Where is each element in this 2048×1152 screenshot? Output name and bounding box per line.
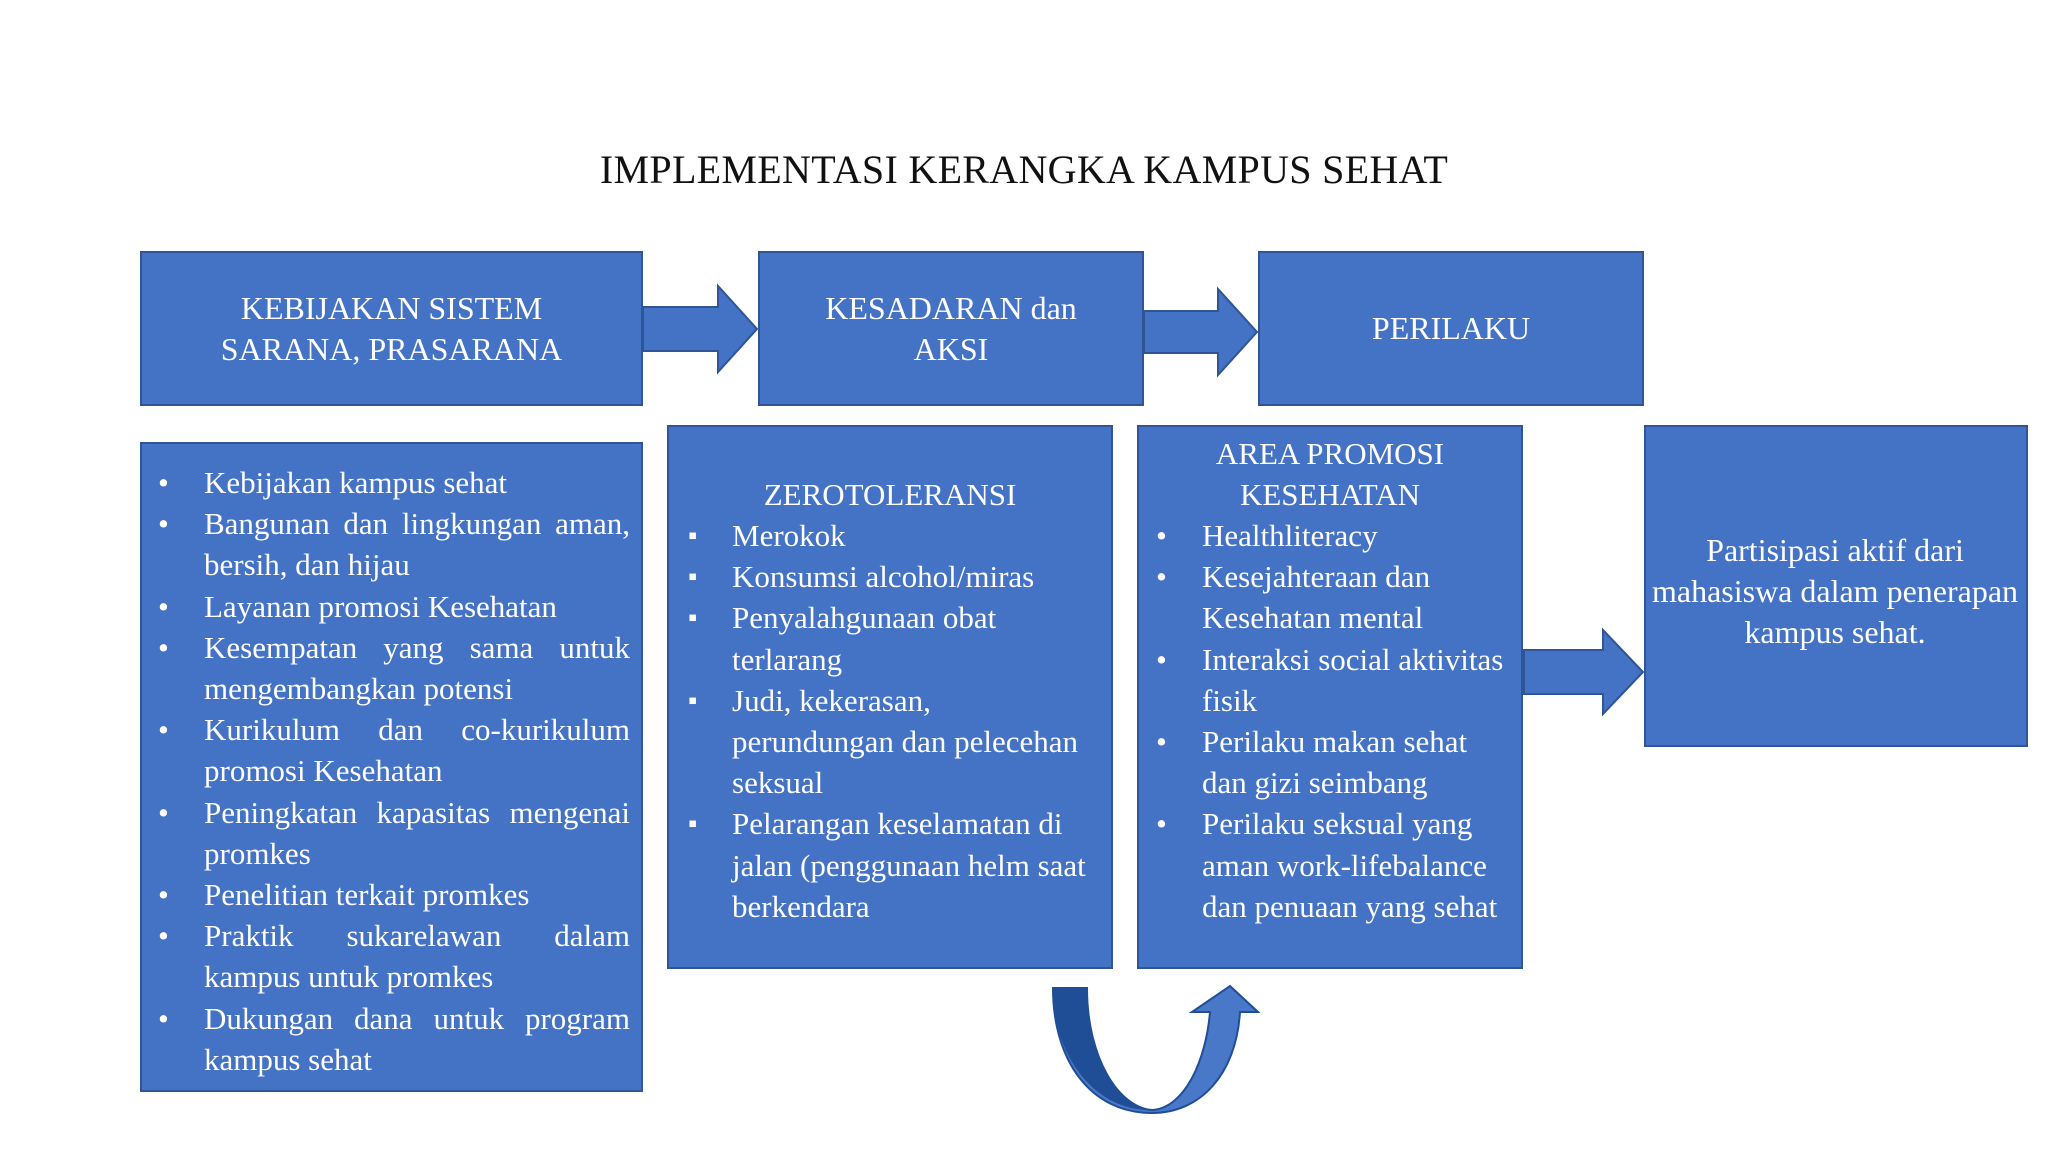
list-item: ▪ Konsumsi alcohol/miras (680, 556, 1100, 597)
list-item: • Healthliteracy (1148, 515, 1518, 556)
list-item: • Praktik sukarelawan dalam kampus untuk promkes (140, 915, 630, 997)
list-item: ▪ Judi, kekerasan, perundungan dan pelecehan seksual (680, 680, 1100, 804)
partisipasi-text: Partisipasi aktif dari mahasiswa dalam penerapan kampus sehat. (1651, 532, 2019, 650)
kebijakan-list (140, 462, 630, 1080)
zerotoleransi-list (680, 515, 1100, 927)
arrow-right-icon (1144, 289, 1257, 375)
list-item: ▪ Merokok (680, 515, 1100, 556)
list-item: • Interaksi social aktivitas fisik (1148, 639, 1518, 721)
kebijakan-header-label: KEBIJAKAN SISTEM SARANA, PRASARANA (220, 289, 563, 367)
list-item: • Dukungan dana untuk program kampus sehat (140, 998, 630, 1080)
list-item: • Peningkatan kapasitas mengenai promkes (140, 792, 630, 874)
list-item: • Layanan promosi Kesehatan (140, 586, 630, 627)
page-title: IMPLEMENTASI KERANGKA KAMPUS SEHAT (599, 147, 1449, 192)
arrow-right-icon (1524, 630, 1643, 714)
list-item: • Kesejahteraan dan Kesehatan mental (1148, 556, 1518, 638)
list-item: • Penelitian terkait promkes (140, 874, 630, 915)
list-item: • Kesempatan yang sama untuk mengembangkan potensi (140, 627, 630, 709)
list-item: • Perilaku seksual yang aman work-lifebalance dan penuaan yang sehat (1148, 803, 1518, 927)
area-promosi-title: AREA PROMOSI KESEHATAN (1215, 436, 1445, 513)
arrow-right-icon (643, 286, 757, 372)
kesadaran-header-label: KESADARAN dan AKSI (825, 289, 1077, 367)
list-item: ▪ Penyalahgunaan obat terlarang (680, 597, 1100, 679)
list-item: • Perilaku makan sehat dan gizi seimbang (1148, 721, 1518, 803)
list-item: • Kurikulum dan co-kurikulum promosi Kesehatan (140, 709, 630, 791)
curved-arrow-shadow-icon (1053, 988, 1152, 1110)
list-item: ▪ Pelarangan keselamatan di jalan (penggunaan helm saat berkendara (680, 803, 1100, 927)
zerotoleransi-title: ZEROTOLERANSI (763, 477, 1017, 512)
perilaku-header-label: PERILAKU (1371, 310, 1531, 346)
list-item: • Kebijakan kampus sehat (140, 462, 630, 503)
area-promosi-list (1148, 515, 1518, 927)
list-item: • Bangunan dan lingkungan aman, bersih, dan hijau (140, 503, 630, 585)
